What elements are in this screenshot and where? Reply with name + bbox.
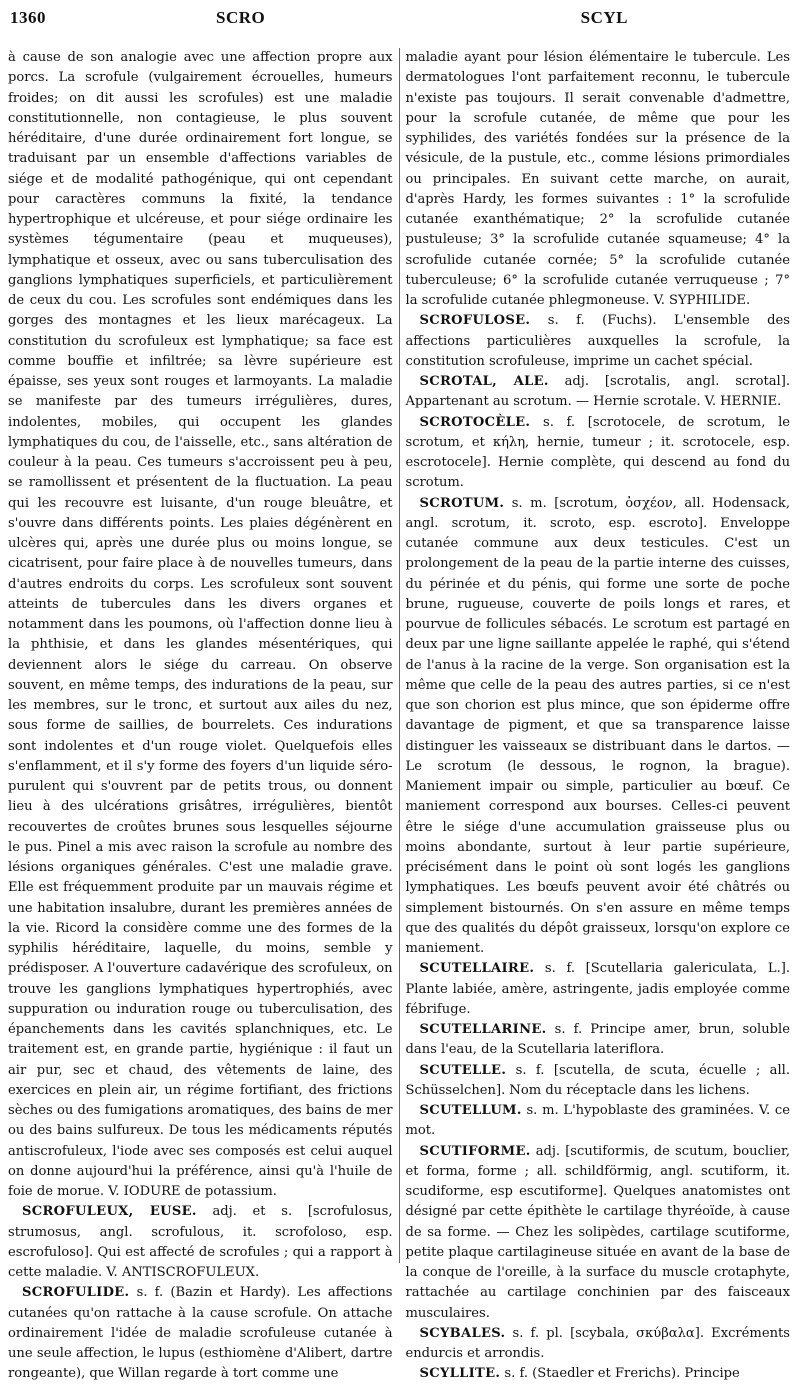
entry-headword: SCUTIFORME. (419, 1143, 531, 1159)
entry-headword: SCROFULEUX, EUSE. (22, 1204, 197, 1220)
dictionary-entry (406, 959, 791, 1020)
dictionary-entry (406, 1020, 791, 1061)
entry-headword: SCROFULOSE. (419, 313, 531, 329)
left-running-headword: SCRO (216, 8, 266, 27)
right-running-headword: SCYL (580, 8, 628, 27)
page-number: 1360 (10, 8, 46, 27)
entry-text: s. f. (Fuchs). L'ensemble des affections particulières auxquelles la scrofule, la constitution scrofuleuse, imprime un cachet spécial. (405, 313, 791, 369)
entry-text: adj. [scutiformis, de scutum, bouclier, et forma, forme ; all. schildförmig, angl. scutiform, it. scudiforme, esp escutiforme]. Quelques anatomistes ont désigné par cette épithète le cartilage thyréoïde, à cause de sa forme. — Chez les solipèdes, cartilage scutiforme, petite plaque cartilagineuse située en avant de la base de la conque de l'oreille, à la surface du muscle crotaphyte, rattachée au cartilage conchinien par des faisceaux musculaires. (405, 1143, 791, 1321)
entry-headword: SCROFULIDE. (22, 1285, 130, 1301)
dictionary-entry (406, 494, 791, 960)
entry-text: s. f. (Bazin et Hardy). Les affections cutanées qu'on rattache à la cause scrofule. On attache ordinairement l'idée de maladie scrofuleuse cutanée à une seule affection, le lupus (esthiomène d'Alibert, dartre rongeante), que Willan regarde à tort comme une (8, 1285, 393, 1382)
entry-headword: SCUTELLAIRE. (419, 961, 535, 977)
entry-text: s. f. [scutella, de scuta, écuelle ; all. Schüsselchen]. Nom du réceptacle dans les lichens. (405, 1062, 791, 1098)
entry-text: adj. [scrotalis, angl. scrotal]. Appartenant au scrotum. — Hernie scrotale. V. HERNIE. (405, 374, 791, 410)
dictionary-entry (406, 1324, 791, 1365)
entry-headword: SCROTUM. (419, 495, 505, 511)
entry-text: s. f. Principe amer, brun, soluble dans l'eau, de la Scutellaria lateriflora. (405, 1022, 790, 1058)
entry-headword: SCYBALES. (419, 1325, 506, 1341)
entry-text: s. f. [scrotocele, de scrotum, le scrotum, et κήλη, hernie, tumeur ; it. scrotocele, esp. escrotocele]. Hernie complète, qui descend au fond du scrotum. (405, 414, 791, 491)
entry-text: à cause de son analogie avec une affection propre aux porcs. La scrofule (vulgairement écrouelles, humeurs froides; on dit aussi les scrofules) est une maladie constitutionnelle, non contagieuse, le plus souvent héréditaire, d'une durée ordinairement fort longue, se traduisant par un ensemble d'affections variables de siége et de modalité pathogénique, qui ont cependant pour caractères communs la fixité, la tendance hypertrophique et ulcéreuse, et pour siége ordinaire les systèmes tégumentaire (peau et muqueuses), lymphatique et osseux, avec ou sans tuberculisation des ganglions lymphatiques superficiels, et particulièrement de ceux du cou. Les scrofules sont endémiques dans les gorges des montagnes et les lieux marécageux. La constitution du scrofuleux est lymphatique; sa face est comme bouffie et infiltrée; sa lèvre supérieure est épaisse, ses yeux sont rouges et larmoyants. La maladie se manifeste par des tumeurs irrégulières, dures, indolentes, mobiles, qui occupent les glandes lymphatiques du cou, de l'aisselle, etc., sans altération de couleur à la peau. Ces tumeurs s'accroissent peu à peu, se ramollissent et présentent de la fluctuation. La peau qui les recouvre est luisante, d'un rouge bleuâtre, et s'ouvre dans différents points. Les plaies dégénèrent en ulcères qui, après une durée plus ou moins longue, se cicatrisent, pour faire place à de nouvelles tumeurs, dans d'autres endroits du corps. Les scrofuleux sont souvent atteints de tubercules dans les divers organes et notamment dans les poumons, où l'affection donne lieu à la phthisie, et dans les glandes mésentériques, qui deviennent alors le siége du carreau. On observe souvent, en même temps, des indurations de la peau, sur les membres, sur le tronc, et surtout aux ailes du nez, sous forme de saillies, de bourrelets. Ces indurations sont indolentes et d'un rouge violet. Quelquefois elles s'enflamment, et il s'y forme des foyers d'un liquide séro-purulent qui s'ouvrent par de petits trous, ou donnent lieu à des ulcérations grisâtres, irrégulières, bientôt recouvertes de croûtes brunes sous lesquelles séjourne le pus. Pinel a mis avec raison la scrofule au nombre des lésions organiques générales. C'est une maladie grave. Elle est fréquemment produite par un mauvais régime et une habitation insalubre, durant les premières années de la vie. Ricord la considère comme une des formes de la syphilis héréditaire, laquelle, du moins, semble y prédisposer. A l'ouverture cadavérique des scrofuleux, on trouve les ganglions lymphatiques hypertrophiés, avec suppuration ou induration rouge ou tuberculisation, des épanchements dans les cavités splanchniques, etc. Le traitement est, en grande partie, hygiénique : il faut un air pur, sec et chaud, des vêtements de laine, des exercices en plein air, un régime fortifiant, des frictions sèches ou des fumigations aromatiques, des bains de mer ou des bains sulfureux. De tous les médicaments réputés antiscrofuleux, l'iode avec ses composés est celui auquel on donne aujourd'hui la préférence, ainsi qu'à l'huile de foie de morue. V. IODURE de potassium. (8, 50, 393, 1199)
dictionary-entry (406, 1142, 791, 1324)
entry-continuation (406, 48, 791, 311)
right-column (405, 48, 791, 1382)
dictionary-entry (406, 413, 791, 494)
running-header (8, 8, 790, 48)
entry-text: s. f. [Scutellaria galericulata, L.]. Plante labiée, amère, astringente, jadis employée comme fébrifuge. (405, 961, 791, 1017)
entry-headword: SCROTAL, ALE. (419, 374, 549, 389)
entry-text: s. m. L'hypoblaste des graminées. V. ce mot. (405, 1103, 790, 1139)
dictionary-entry (406, 372, 791, 413)
entry-text: s. f. pl. [scybala, σκύβαλα]. Excréments endurcis et arrondis. (405, 1325, 791, 1361)
entry-headword: SCROTOCÈLE. (419, 414, 531, 430)
left-column (8, 48, 393, 1382)
entry-headword: SCYLLITE. (419, 1366, 501, 1382)
entry-text: s. m. [scrotum, ὀσχέον, all. Hodensack, angl. scrotum, it. scroto, esp. escroto]. Enveloppe cutanée commune aux deux testicules. C'est un prolongement de la peau de la partie interne des cuisses, du périnée et du pénis, qui forme une sorte de poche brune, rugueuse, couverte de poils longs et rares, et pourvue de follicules sébacés. Le scrotum est partagé en deux par une ligne saillante appelée le raphé, qui s'étend de l'anus à la racine de la verge. Son organisation est la même que celle de la peau des autres parties, si ce n'est que son chorion est plus mince, que son épiderme offre davantage de pigment, et que sa transparence laisse distinguer les vaisseaux se distribuant dans le dartos. — Le scrotum (le dessous, le rognon, la brague). Maniement impair ou simple, particulier au bœuf. Ce maniement correspond aux bourses. Celles-ci peuvent être le siége d'une accumulation graisseuse plus ou moins abondante, surtout à leur partie supérieure, précisément dans le point où sont logés les ganglions lymphatiques. Les bœufs peuvent avoir été châtrés ou simplement bistournés. On s'en assure en même temps que des qualités du dépôt graisseux, lorsqu'on explore ce maniement. (405, 495, 791, 956)
dictionary-entry (8, 1283, 393, 1384)
entry-headword: SCUTELLE. (419, 1062, 507, 1078)
dictionary-entry (406, 1101, 791, 1142)
dictionary-entry (8, 1202, 393, 1283)
two-column-body (8, 48, 791, 1382)
entry-headword: SCUTELLARINE. (419, 1022, 547, 1037)
entry-text: adj. et s. [scrofulosus, strumosus, angl. scrofulous, it. scrofoloso, esp. escrofuloso]. Qui est affecté de scrofules ; qui a rapport à cette maladie. V. ANTISCROFULEUX. (8, 1204, 393, 1280)
entry-headword: SCUTELLUM. (419, 1103, 522, 1118)
dictionary-entry (406, 1061, 791, 1102)
entry-continuation (8, 48, 393, 1202)
entry-text: maladie ayant pour lésion élémentaire le tubercule. Les dermatologues l'ont parfaitement reconnu, le tubercule n'existe pas toujours. Il serait convenable d'admettre, pour la scrofule cutanée, de même que pour les syphilides, des variétés fondées sur la présence de la vésicule, de la pustule, etc., comme lésions primordiales ou principales. En suivant cette marche, on aurait, d'après Hardy, les formes suivantes : 1° la scrofulide cutanée exanthématique; 2° la scrofulide cutanée pustuleuse; 3° la scrofulide cutanée squameuse; 4° la scrofulide cutanée cornée; 5° la scrofulide cutanée tuberculeuse; 6° la scrofulide cutanée verruqueuse ; 7° la scrofulide cutanée phlegmoneuse. V. SYPHILIDE. (405, 50, 791, 308)
dictionary-entry (406, 1364, 791, 1384)
dictionary-entry (406, 311, 791, 372)
column-divider (399, 48, 400, 1263)
entry-text: s. f. (Staedler et Frerichs). Principe (504, 1366, 740, 1382)
